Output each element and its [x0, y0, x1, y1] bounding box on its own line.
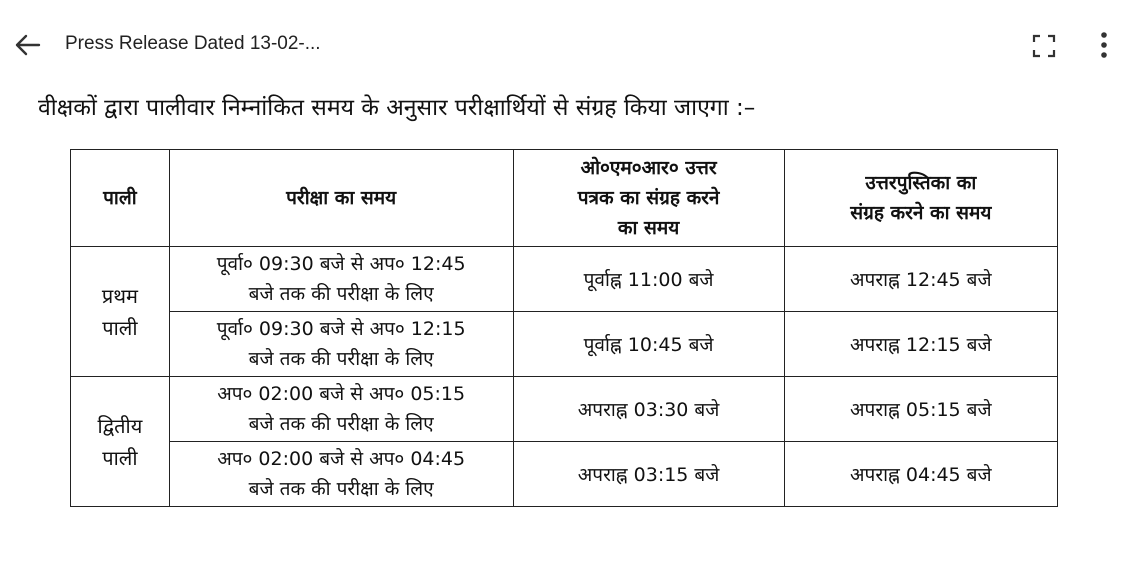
- answer-book-time-cell: अपराह्न 05:15 बजे: [784, 377, 1057, 442]
- exam-time-line: बजे तक की परीक्षा के लिए: [248, 283, 434, 305]
- table-row: [71, 442, 1058, 507]
- shift-label: पाली: [102, 445, 138, 470]
- exam-time-cell: [169, 377, 513, 442]
- fullscreen-button[interactable]: [1028, 30, 1060, 62]
- exam-time-cell: [169, 312, 513, 377]
- header-ans-line: संग्रह करने का समय: [850, 202, 992, 224]
- header-exam-time: परीक्षा का समय: [169, 150, 513, 247]
- shift-label: पाली: [102, 315, 138, 340]
- collection-schedule-table: [70, 149, 1058, 507]
- more-vert-icon: [1100, 31, 1108, 59]
- exam-time-line: अप० 02:00 बजे से अप० 04:45: [217, 448, 466, 470]
- header-omr-line: ओ०एम०आर० उत्तर: [580, 157, 717, 179]
- header-omr-line: पत्रक का संग्रह करने: [577, 187, 720, 209]
- header-shift: पाली: [71, 150, 170, 247]
- omr-time-cell: पूर्वाह्न 10:45 बजे: [513, 312, 784, 377]
- table-row: [71, 312, 1058, 377]
- exam-time-line: पूर्वा० 09:30 बजे से अप० 12:45: [216, 253, 466, 275]
- omr-time-cell: पूर्वाह्न 11:00 बजे: [513, 247, 784, 312]
- exam-time-line: पूर्वा० 09:30 बजे से अप० 12:15: [216, 318, 466, 340]
- shift-label: द्वितीय: [97, 413, 143, 438]
- exam-time-line: बजे तक की परीक्षा के लिए: [248, 413, 434, 435]
- omr-time-cell: अपराह्न 03:15 बजे: [513, 442, 784, 507]
- shift-label: प्रथम: [101, 283, 138, 308]
- fullscreen-icon: [1031, 33, 1057, 59]
- shift-cell-first: [71, 247, 170, 377]
- header-omr-line: का समय: [617, 217, 680, 239]
- exam-time-cell: [169, 442, 513, 507]
- back-button[interactable]: [10, 28, 44, 62]
- app-bar: [0, 0, 1123, 90]
- exam-time-line: बजे तक की परीक्षा के लिए: [248, 348, 434, 370]
- exam-time-cell: [169, 247, 513, 312]
- arrow-left-icon: [12, 30, 42, 60]
- answer-book-time-cell: अपराह्न 12:15 बजे: [784, 312, 1057, 377]
- table-row: [71, 377, 1058, 442]
- answer-book-time-cell: अपराह्न 12:45 बजे: [784, 247, 1057, 312]
- table-row: [71, 247, 1058, 312]
- header-answer-book-collection: [784, 150, 1057, 247]
- intro-text: वीक्षकों द्वारा पालीवार निम्नांकित समय के अनुसार परीक्षार्थियों से संग्रह किया जाएगा :–: [38, 95, 756, 121]
- exam-time-line: बजे तक की परीक्षा के लिए: [248, 478, 434, 500]
- exam-time-line: अप० 02:00 बजे से अप० 05:15: [217, 383, 466, 405]
- document-title: Press Release Dated 13-02-...: [65, 33, 321, 54]
- header-omr-collection: [513, 150, 784, 247]
- omr-time-cell: अपराह्न 03:30 बजे: [513, 377, 784, 442]
- answer-book-time-cell: अपराह्न 04:45 बजे: [784, 442, 1057, 507]
- header-ans-line: उत्तरपुस्तिका का: [865, 172, 977, 194]
- shift-cell-second: [71, 377, 170, 507]
- table-header-row: [71, 150, 1058, 247]
- more-options-button[interactable]: [1090, 28, 1118, 62]
